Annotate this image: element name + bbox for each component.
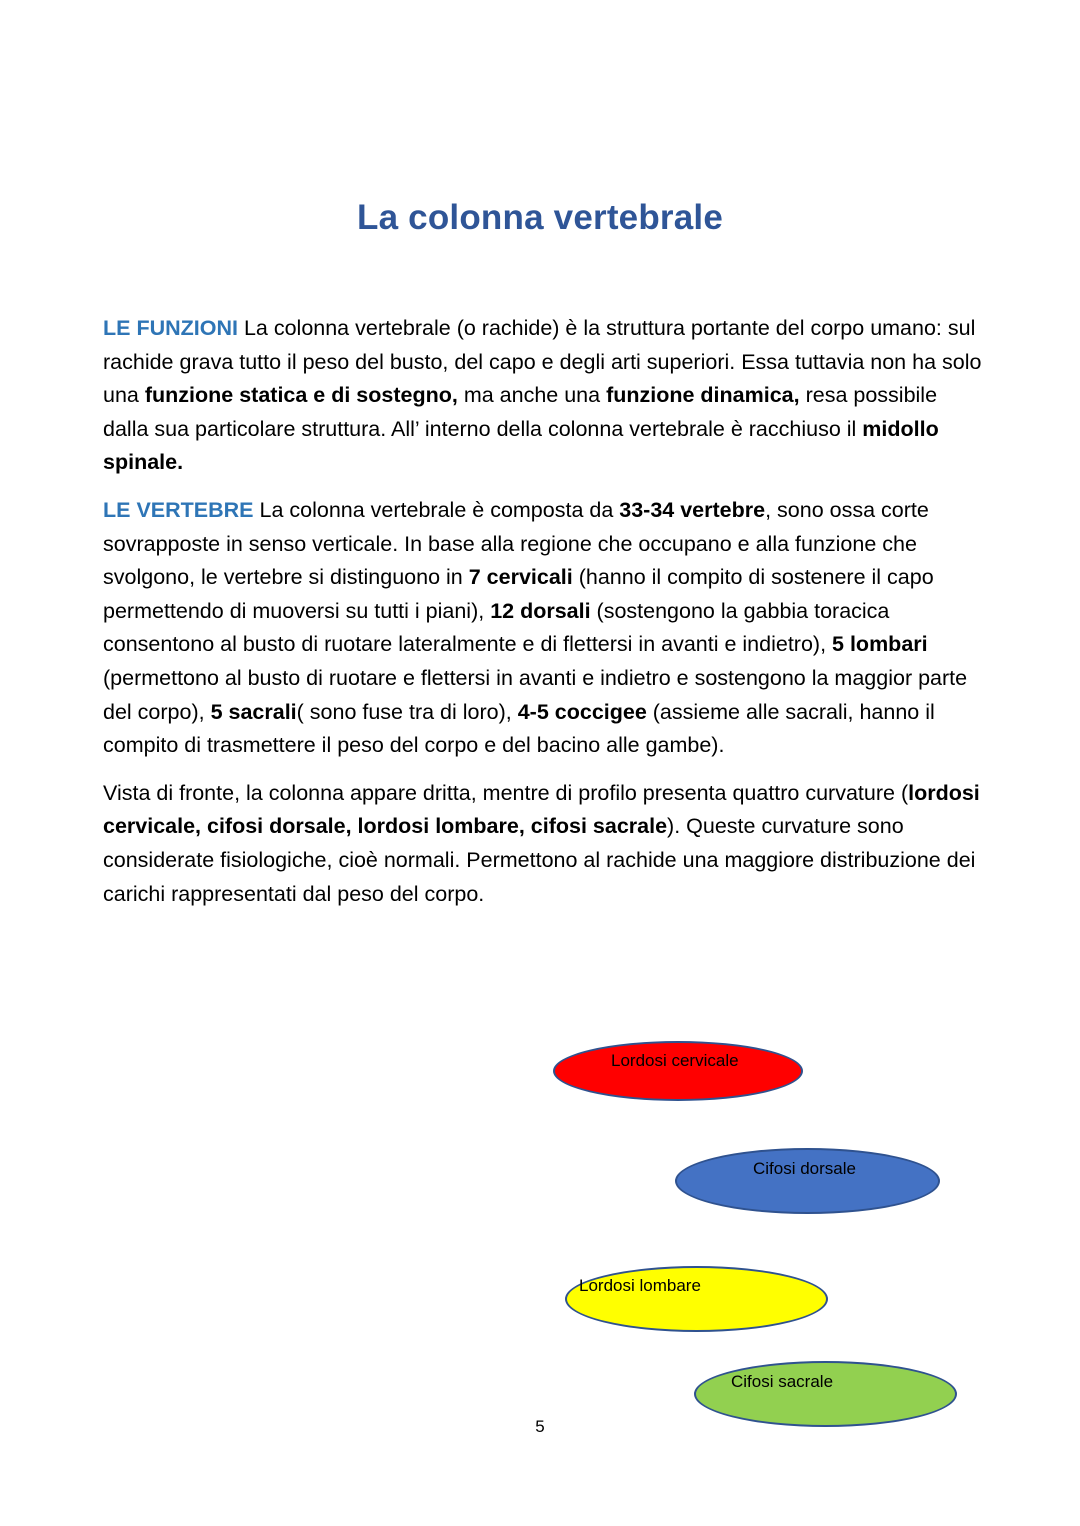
section-heading-funzioni: LE FUNZIONI xyxy=(103,316,238,340)
page-number: 5 xyxy=(535,1417,545,1436)
bold-run: 7 cervicali xyxy=(468,565,573,590)
text-run: Vista di fronte, la colonna appare dritta, mentre di profilo presenta quattro curvature ( xyxy=(103,780,909,805)
bold-run: 12 dorsali xyxy=(490,598,591,623)
label-lordosi-lombare: Lordosi lombare xyxy=(579,1276,701,1295)
bold-run: funzione statica e di sostegno, xyxy=(144,383,458,408)
text-run: (sostengono la gabbia toracica consentono al busto di ruotare lateralmente e di flettersi in avanti e indietro), xyxy=(103,598,890,657)
text-run: resa possibile dalla sua particolare struttura. All’ interno della colonna vertebrale è racchiuso il xyxy=(103,383,938,441)
text-run: ). Queste curvature sono considerate fisiologiche, cioè normali. Permettono al rachide una maggiore distribuzione dei carichi rappresentati dal peso del corpo. xyxy=(103,814,976,906)
text-run: ma anche una xyxy=(457,383,607,408)
bold-run: 5 sacrali xyxy=(210,699,297,724)
section-heading-vertebre: LE VERTEBRE xyxy=(103,497,254,522)
text-run: La colonna vertebrale è composta da xyxy=(253,497,620,522)
paragraph-curvature xyxy=(103,777,983,911)
paragraph-funzioni xyxy=(103,312,983,480)
text-run: (hanno il compito di sostenere il capo permettendo di muoversi su tutti i piani), xyxy=(103,565,934,623)
text-run: (assieme alle sacrali, hanno il compito di trasmettere il peso del corpo e del bacino alle gambe). xyxy=(103,699,935,758)
label-cifosi-sacrale: Cifosi sacrale xyxy=(731,1372,834,1391)
page-title: La colonna vertebrale xyxy=(357,198,723,237)
ellipse-lordosi-cervicale xyxy=(553,1041,803,1101)
bold-run: lordosi cervicale, cifosi dorsale, lordosi lombare, cifosi sacrale xyxy=(103,780,980,839)
text-run: , sono ossa corte sovrapposte in senso verticale. In base alla regione che occupano e alla funzione che svolgono, le vertebre si distinguono in xyxy=(103,497,929,590)
bold-run: funzione dinamica, xyxy=(606,383,800,408)
bold-run: 5 lombari xyxy=(832,632,928,657)
bold-run: midollo spinale. xyxy=(103,416,939,475)
text-run: ( sono fuse tra di loro), xyxy=(296,699,518,724)
bold-run: 4-5 coccigee xyxy=(517,699,647,724)
body-text xyxy=(103,312,983,925)
text-run: (permettono al busto di ruotare e flettersi in avanti e indietro e sostengono la maggior parte del corpo), xyxy=(103,665,968,724)
bold-run: 33-34 vertebre xyxy=(619,497,766,522)
text-run: La colonna vertebrale (o rachide) è la struttura portante del corpo umano: sul rachide grava tutto il peso del busto, del capo e degli arti superiori. Essa tuttavia non ha solo una xyxy=(103,316,982,408)
ellipse-cifosi-dorsale xyxy=(675,1148,940,1214)
label-lordosi-cervicale: Lordosi cervicale xyxy=(611,1051,739,1070)
label-cifosi-dorsale: Cifosi dorsale xyxy=(753,1159,856,1178)
paragraph-vertebre xyxy=(103,494,983,763)
